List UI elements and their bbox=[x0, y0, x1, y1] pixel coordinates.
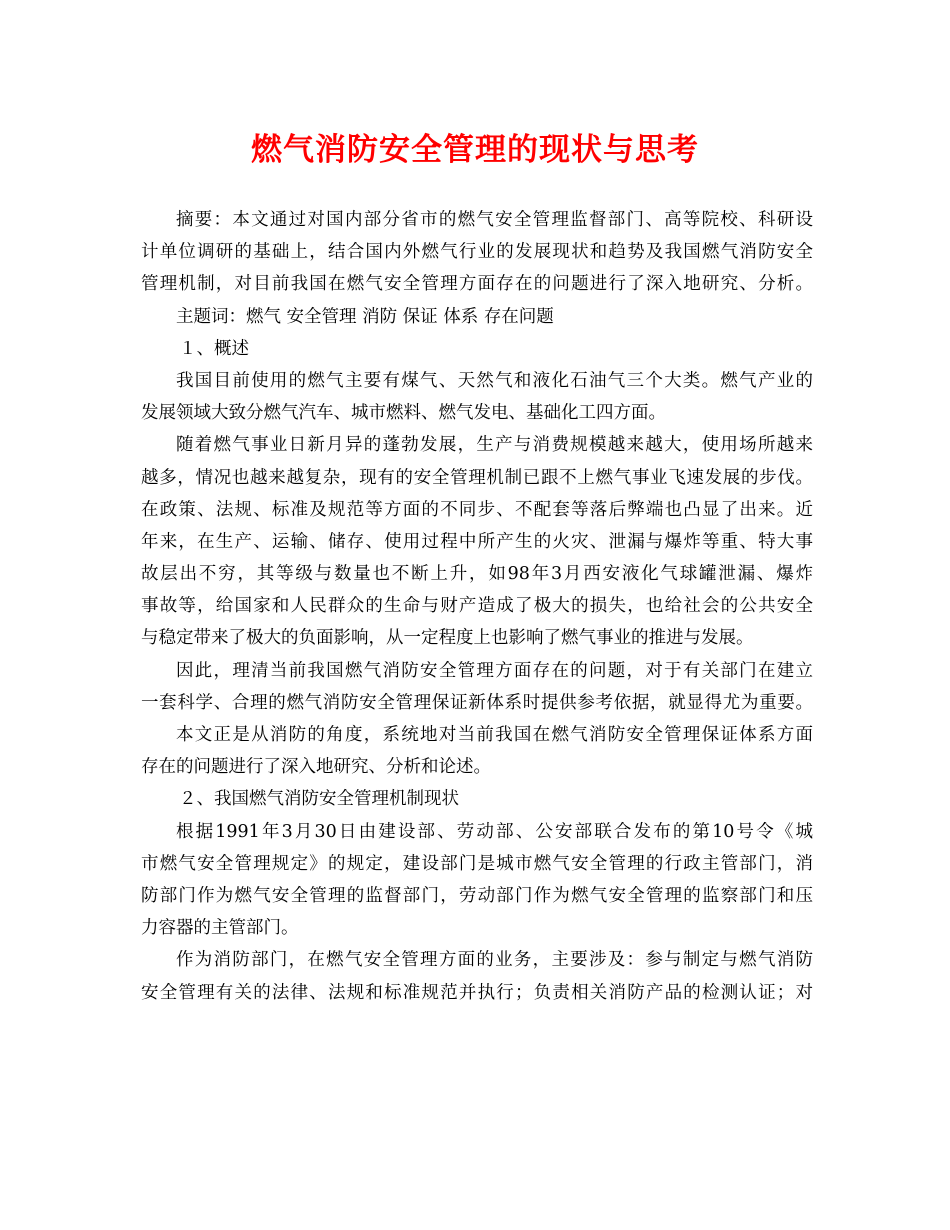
abstract-line-1: 摘要：本文通过对国内部分省市的燃气安全管理监督部门、高等院校、科研设 bbox=[176, 210, 813, 230]
paragraph-line: 作为消防部门，在燃气安全管理方面的业务，主要涉及：参与制定与燃气消防 bbox=[176, 950, 813, 971]
paragraph-line: 根据1991年3月30日由建设部、劳动部、公安部联合发布的第10号令《城 bbox=[176, 821, 813, 842]
paragraph-line: 故层出不穷，其等级与数量也不断上升，如98年3月西安液化气球罐泄漏、爆炸 bbox=[141, 564, 813, 585]
keywords-line: 主题词：燃气 安全管理 消防 保证 体系 存在问题 bbox=[176, 306, 554, 327]
paragraph-line: 防部门作为燃气安全管理的监督部门，劳动部门作为燃气安全管理的监察部门和压 bbox=[141, 885, 813, 906]
paragraph-line: 年来，在生产、运输、储存、使用过程中所产生的火灾、泄漏与爆炸等重、特大事 bbox=[141, 531, 813, 552]
paragraph-line: 因此，理清当前我国燃气消防安全管理方面存在的问题，对于有关部门在建立 bbox=[176, 660, 813, 681]
paragraph-line: 随着燃气事业日新月异的蓬勃发展，生产与消费规模越来越大，使用场所越来 bbox=[176, 435, 813, 456]
paragraph-line: 市燃气安全管理规定》的规定，建设部门是城市燃气安全管理的行政主管部门，消 bbox=[141, 853, 813, 874]
paragraph-line: 一套科学、合理的燃气消防安全管理保证新体系时提供参考依据，就显得尤为重要。 bbox=[141, 692, 813, 713]
paragraph-line: 存在的问题进行了深入地研究、分析和论述。 bbox=[141, 757, 491, 778]
paragraph-line: 与稳定带来了极大的负面影响，从一定程度上也影响了燃气事业的推进与发展。 bbox=[141, 628, 754, 649]
document-title: 燃气消防安全管理的现状与思考 bbox=[251, 132, 699, 168]
paragraph-line: 我国目前使用的燃气主要有煤气、天然气和液化石油气三个大类。燃气产业的 bbox=[176, 370, 813, 391]
section-1-heading: １、概述 bbox=[179, 338, 249, 359]
section-2-heading: ２、我国燃气消防安全管理机制现状 bbox=[179, 789, 459, 810]
abstract-line-3: 管理机制，对目前我国在燃气安全管理方面存在的问题进行了深入地研究、分析。 bbox=[141, 274, 813, 295]
paragraph-line: 事故等，给国家和人民群众的生命与财产造成了极大的损失，也给社会的公共安全 bbox=[141, 596, 813, 617]
paragraph-line: 在政策、法规、标准及规范等方面的不同步、不配套等落后弊端也凸显了出来。近 bbox=[141, 499, 813, 520]
paragraph-line: 力容器的主管部门。 bbox=[141, 918, 299, 939]
document-body bbox=[141, 204, 813, 1009]
abstract-line-2: 计单位调研的基础上，结合国内外燃气行业的发展现状和趋势及我国燃气消防安全 bbox=[141, 242, 813, 263]
paragraph-line: 越多，情况也越来越复杂，现有的安全管理机制已跟不上燃气事业飞速发展的步伐。 bbox=[141, 467, 813, 488]
paragraph-line: 本文正是从消防的角度，系统地对当前我国在燃气消防安全管理保证体系方面 bbox=[176, 725, 813, 745]
paragraph-line: 发展领域大致分燃气汽车、城市燃料、燃气发电、基础化工四方面。 bbox=[141, 403, 666, 424]
paragraph-line: 安全管理有关的法律、法规和标准规范并执行；负责相关消防产品的检测认证；对 bbox=[141, 982, 813, 1003]
